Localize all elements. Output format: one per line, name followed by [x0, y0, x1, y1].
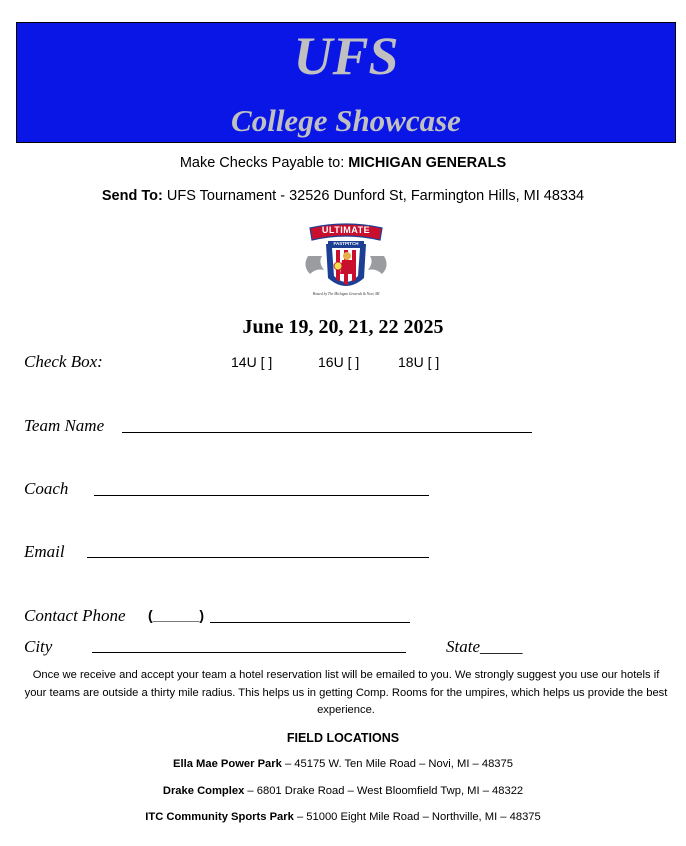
state-label[interactable]: State_____: [446, 637, 523, 656]
payable-label: Make Checks Payable to:: [179, 155, 349, 171]
contact-phone-label: Contact Phone: [24, 606, 126, 625]
phone-area-code[interactable]: (______): [148, 607, 205, 623]
checkbox-18u[interactable]: 18U [ ]: [398, 354, 440, 370]
field-locations-heading: FIELD LOCATIONS: [286, 731, 400, 745]
city-label: City: [24, 637, 53, 656]
banner-title: UFS: [293, 26, 399, 86]
send-to-line: [0, 188, 686, 204]
banner-subtitle: College Showcase: [231, 103, 461, 138]
location-address: – 45175 W. Ten Mile Road – Novi, MI – 48375: [281, 758, 513, 770]
email-field[interactable]: [87, 557, 429, 558]
send-to-value: UFS Tournament - 32526 Dunford St, Farmington Hills, MI 48334: [166, 188, 585, 204]
location-item: [0, 785, 686, 797]
team-name-field[interactable]: [122, 432, 532, 433]
location-item: [0, 811, 686, 823]
location-address: – 51000 Eight Mile Road – Northville, MI – 48375: [293, 811, 541, 823]
check-box-label: Check Box:: [24, 352, 103, 371]
logo-caption: Hosted by The Michigan Generals & Novi, MI: [312, 292, 380, 296]
title-banner: [16, 22, 676, 143]
email-label: Email: [24, 542, 65, 561]
contact-phone-field[interactable]: [210, 622, 410, 623]
location-name: ITC Community Sports Park: [145, 811, 294, 823]
location-address: – 6801 Drake Road – West Bloomfield Twp, MI – 48322: [244, 785, 524, 797]
team-name-label: Team Name: [24, 416, 105, 435]
location-name: Drake Complex: [162, 785, 245, 797]
payable-line: [0, 155, 686, 171]
event-dates: June 19, 20, 21, 22 2025: [242, 316, 444, 338]
city-field[interactable]: [92, 652, 406, 653]
hotel-notice: Once we receive and accept your team a hotel reservation list will be emailed to you. We strongly suggest you use our hotels if your teams are outside a thirty mile radius. This helps us in getting Comp. Rooms for the umpires, which helps us provide the best experience.: [24, 669, 668, 716]
coach-field[interactable]: [94, 495, 429, 496]
location-name: Ella Mae Power Park: [173, 758, 282, 770]
coach-label: Coach: [24, 479, 69, 498]
logo-word: ULTIMATE: [321, 225, 371, 235]
location-item: [0, 758, 686, 770]
checkbox-14u[interactable]: 14U [ ]: [231, 354, 273, 370]
ultimate-fastpitch-logo: [300, 222, 392, 302]
send-to-label: Send To:: [101, 188, 167, 204]
logo-subword: FASTPITCH: [333, 240, 359, 246]
payable-value: MICHIGAN GENERALS: [348, 155, 507, 171]
checkbox-16u[interactable]: 16U [ ]: [318, 354, 360, 370]
